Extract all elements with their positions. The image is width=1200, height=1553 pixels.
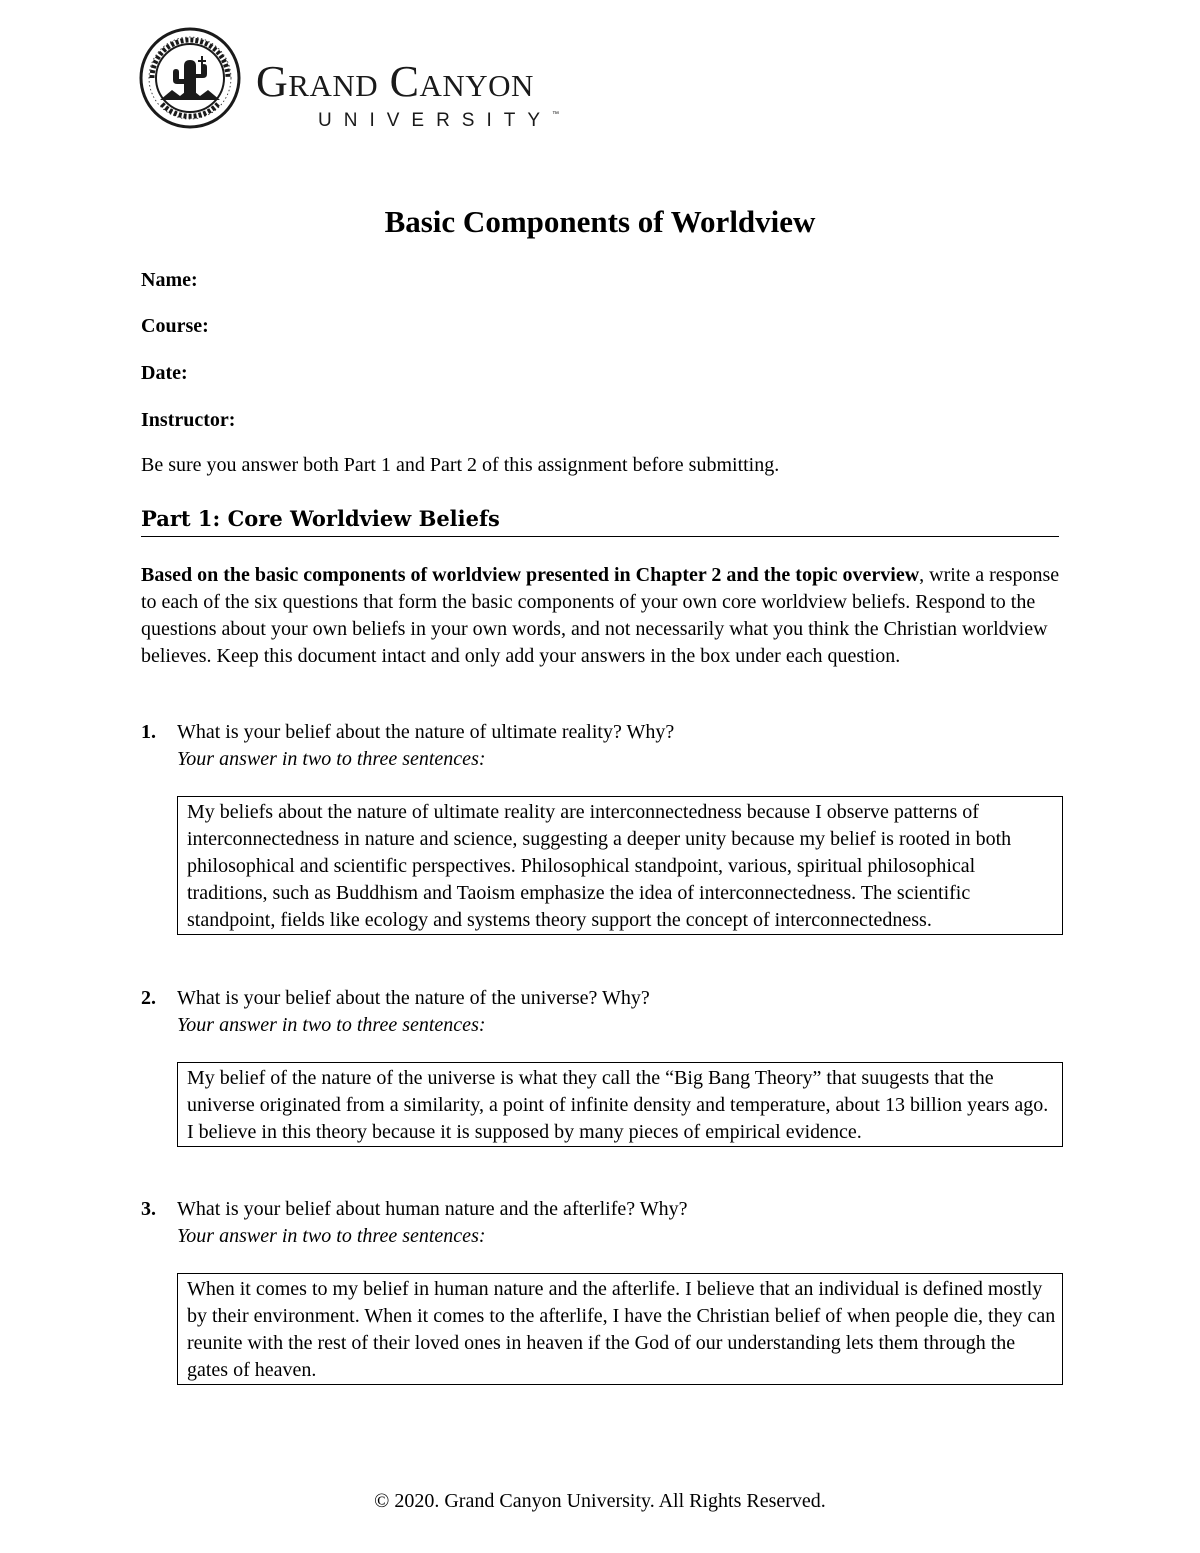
trademark-symbol: ™ [552,111,560,118]
wordmark-main: Grand Canyon [256,57,534,106]
university-seal-icon [138,26,242,130]
wordmark [256,57,560,132]
course-label: Course: [141,315,209,337]
answer-box-2[interactable]: My belief of the nature of the universe is what they call the “Big Bang Theory” that suugests that the universe originated from a similarity, a point of infinite density and temperature, about 13 billion years ago. I believe in this theory because it is supposed by many pieces of empirical evidence. [177,1062,1063,1147]
intro-rest-text: , write a response to each of the six questions that form the basic components of your own core worldview beliefs. Respond to the questions about your own beliefs in your own words, and not necessarily what you think the Christian worldview believes. Keep this document intact and only add your answers in the box under each question. [141,564,1060,667]
intro-bold-text: Based on the basic components of worldview presented in Chapter 2 and the topic overview [141,564,920,586]
question-hint: Your answer in two to three sentences: [177,748,486,770]
answer-box-1[interactable]: My beliefs about the nature of ultimate reality are interconnectedness because I observe patterns of interconnectedness in nature and science, suggesting a deeper unity because my belief is rooted in both philosophical and scientific perspectives. Philosophical standpoint, various, spiritual philosophical traditions, such as Buddhism and Taoism emphasize the idea of interconnectedness. The scientific standpoint, fields like ecology and systems theory support the concept of interconnectedness. [177,796,1063,935]
question-hint: Your answer in two to three sentences: [177,1014,486,1036]
question-text: What is your belief about the nature of the universe? Why? [177,987,650,1009]
name-label: Name: [141,269,198,291]
part-1-intro [141,562,1071,670]
university-logo [138,26,618,136]
question-2 [141,985,1061,1039]
date-label: Date: [141,362,188,384]
question-number: 2. [141,987,156,1009]
question-text: What is your belief about human nature and the afterlife? Why? [177,1198,688,1220]
wordmark-sub [318,104,559,132]
question-number: 3. [141,1198,156,1220]
question-3 [141,1196,1061,1250]
question-number: 1. [141,721,156,743]
submission-note: Be sure you answer both Part 1 and Part 2 of this assignment before submitting. [141,454,780,476]
question-1 [141,719,1061,773]
question-text: What is your belief about the nature of ultimate reality? Why? [177,721,675,743]
part-1-heading: Part 1: Core Worldview Beliefs [141,505,1059,537]
copyright-footer: © 2020. Grand Canyon University. All Rights Reserved. [374,1490,826,1512]
wordmark-sub-text: UNIVERSITY [318,110,553,131]
instructor-label: Instructor: [141,409,236,431]
question-hint: Your answer in two to three sentences: [177,1225,486,1247]
answer-box-3[interactable]: When it comes to my belief in human nature and the afterlife. I believe that an individual is defined mostly by their environment. When it comes to the afterlife, I have the Christian belief of when people die, they can reunite with the rest of their loved ones in heaven if the God of our understanding lets them through the gates of heaven. [177,1273,1063,1385]
page-title: Basic Components of Worldview [384,204,816,239]
